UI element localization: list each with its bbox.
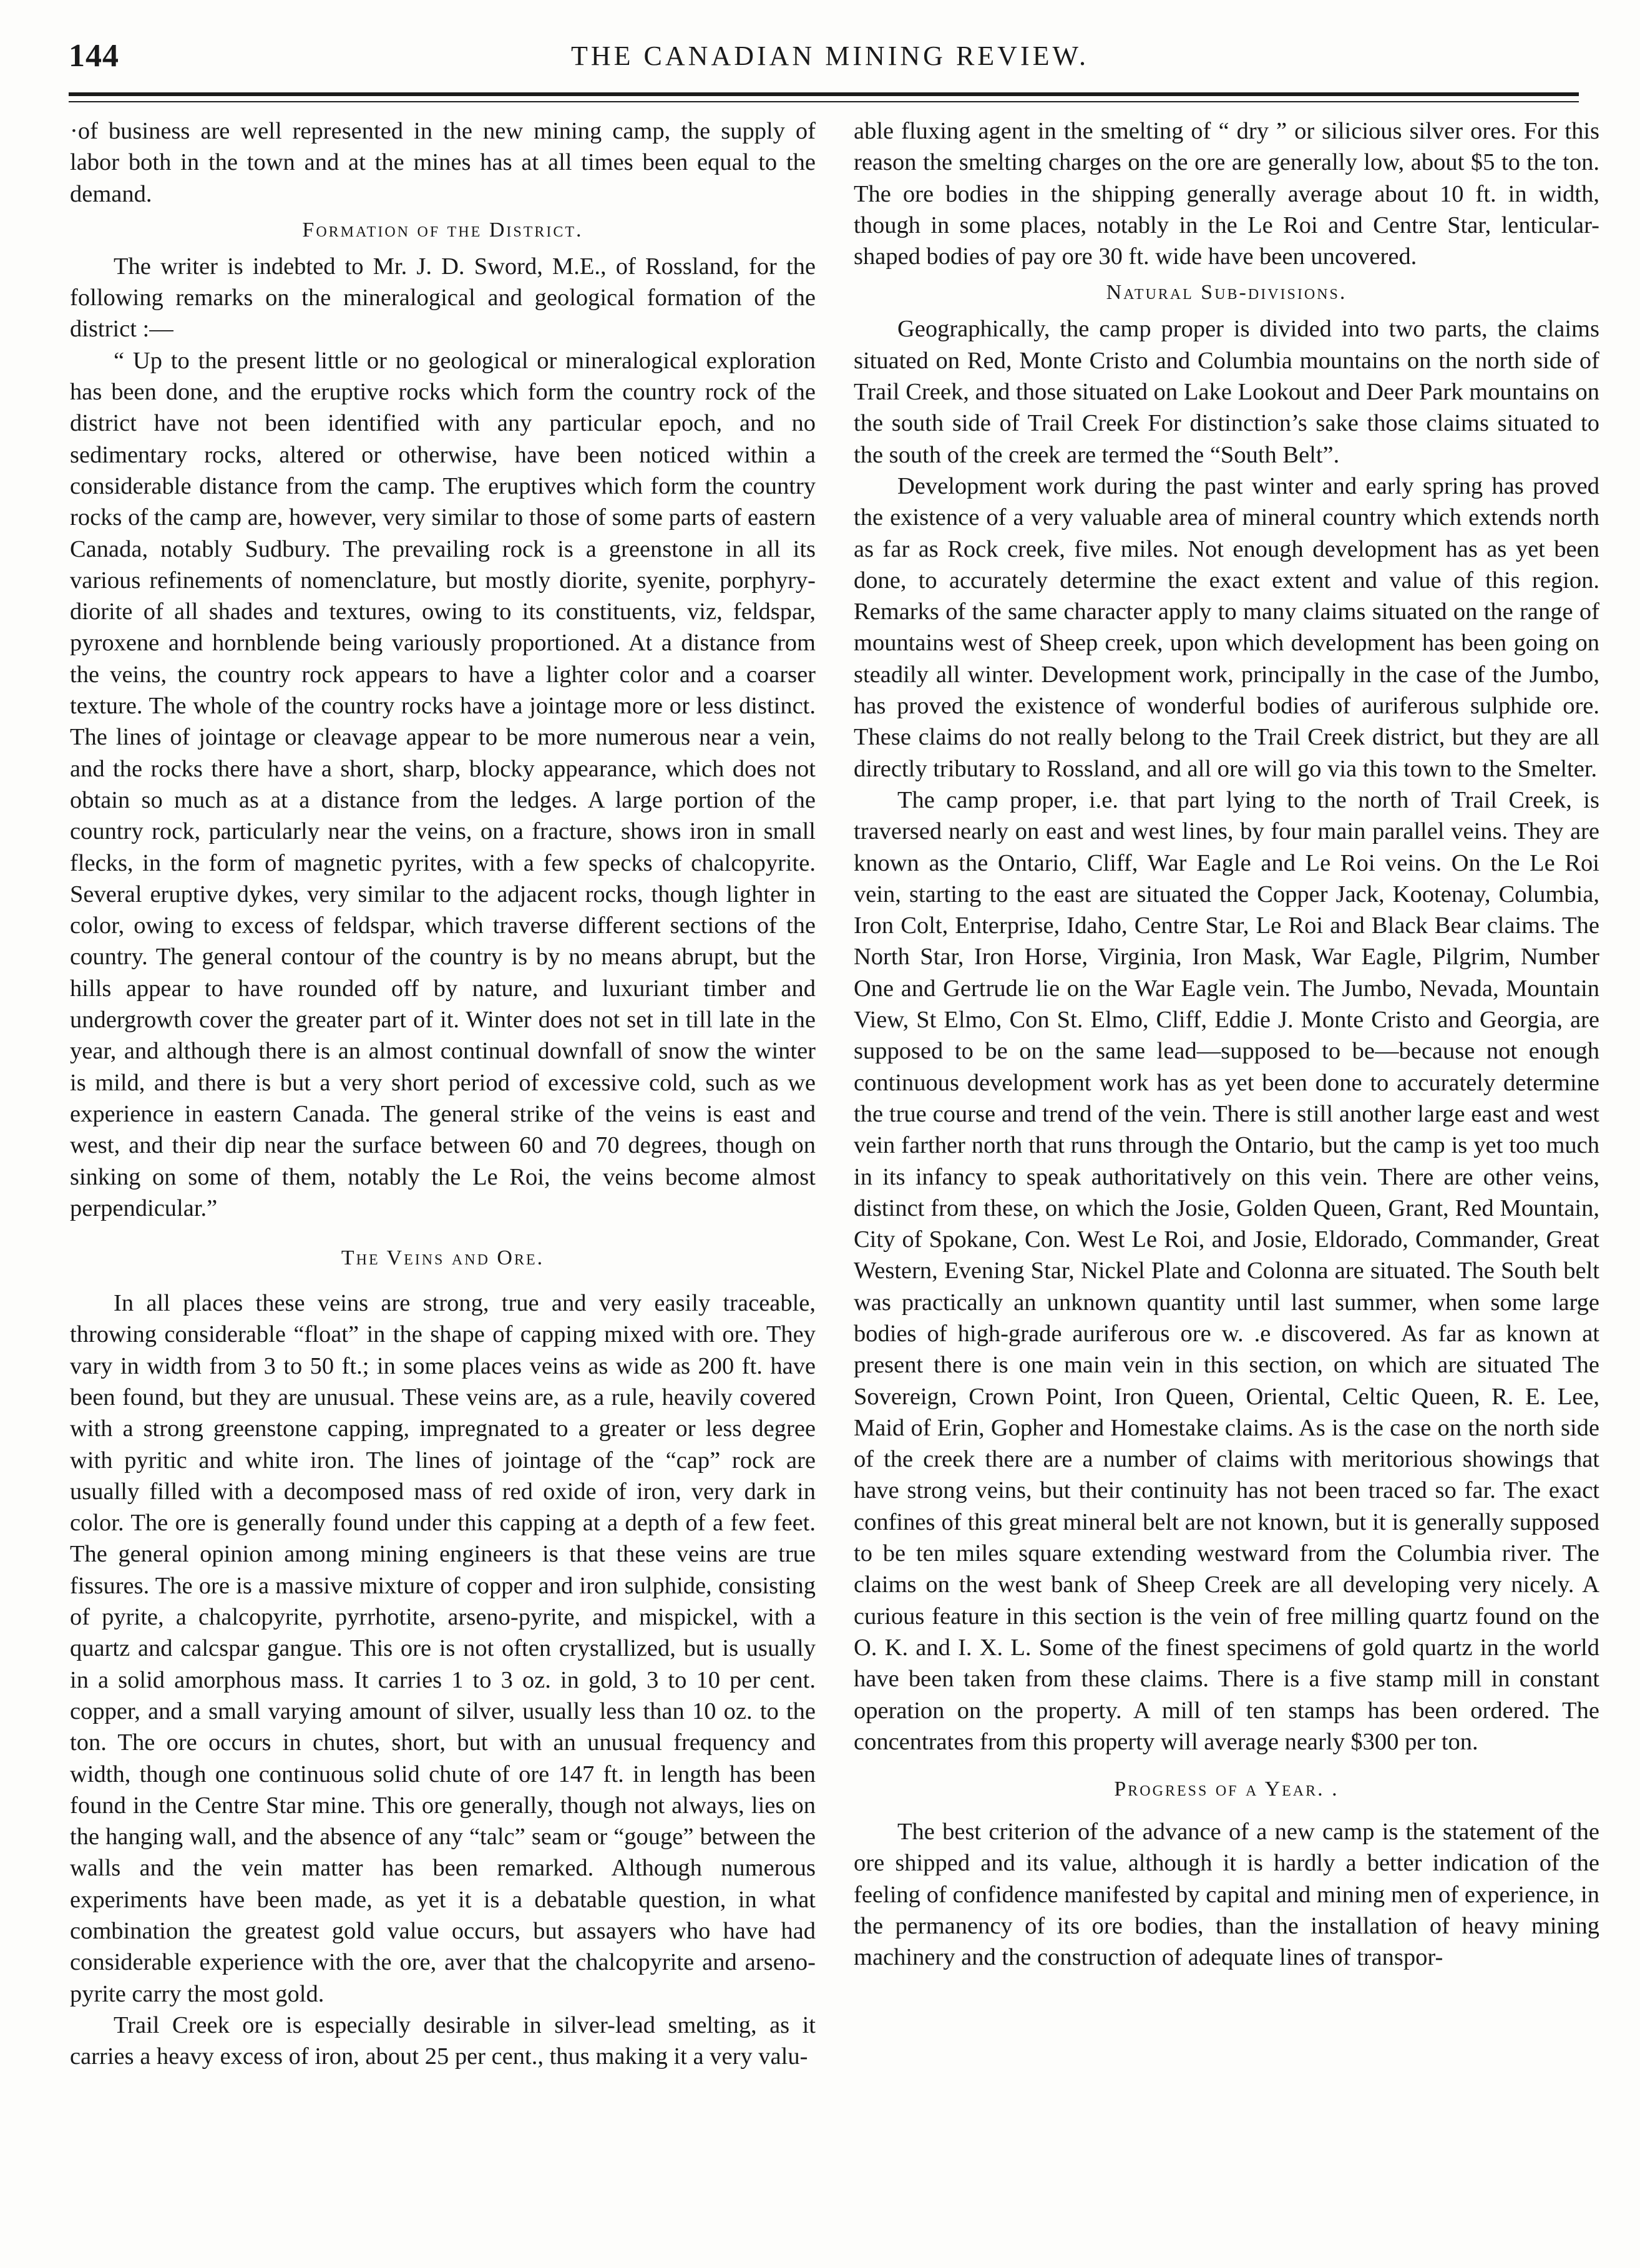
- paragraph-geographically: Geographically, the camp proper is divided into two parts, the claims situated on Red, Monte Cristo and Columbia mountains on the north side of Trail Creek, and those situated on Lake Lookout and Deer Park mountains on the south side of Trail Creek For distinction’s sake those claims situated to the south of the creek are termed the “South Belt”.: [854, 316, 1599, 468]
- paragraph-development-work: Development work during the past winter and early spring has proved the existence of a very valuable area of mineral country which extends north as far as Rock creek, five miles. Not enough development has as yet been done, to accurately determine the exact extent and value of this region. Remarks of the same character apply to many claims situated on the range of mountains west of Sheep creek, upon which development has been going on steadily all winter. Development work, principally in the case of the Jumbo, has proved the existence of wonderful bodies of auriferous sulphide ore. These claims do not really belong to the Trail Creek district, but they are all directly tributary to Rossland, and all ore will go via this town to the Smelter.: [854, 472, 1599, 782]
- paragraph-best-criterion: The best criterion of the advance of a new camp is the statement of the ore shipped and its value, although it is hardly a better indication of the feeling of confidence manifested by capital and mining men of experience, in the permanency of its ore bodies, than the installation of heavy mining machinery and the construction of adequate lines of transpor-: [854, 1819, 1599, 1971]
- right-column: [854, 115, 1599, 1973]
- heading-formation-of-district: Formation of the District.: [302, 218, 583, 242]
- paragraph-veins: In all places these veins are strong, true and very easily traceable, throwing considerable “float” in the shape of capping mixed with ore. They vary in width from 3 to 50 ft.; in some places veins as wide as 200 ft. have been found, but they are unusual. These veins are, as a rule, heavily covered with a strong greenstone capping, impregnated to a greater or less degree with pyritic and white iron. The lines of jointage of the “cap” rock are usually filled with a decomposed mass of red oxide of iron, very dark in color. The ore is generally found under this capping at a depth of a few feet. The general opinion among mining engineers is that these veins are true fissures. The ore is a massive mixture of copper and iron sulphide, consisting of pyrite, a chalcopyrite, pyrrhotite, arseno-pyrite, and mispickel, with a quartz and calcspar gangue. This ore is not often crystallized, but is usually in a solid amorphous mass. It carries 1 to 3 oz. in gold, 3 to 10 per cent. copper, and a small varying amount of silver, usually less than 10 oz. to the ton. The ore occurs in chutes, short, but with an unusual frequency and width, though one continuous solid chute of ore 147 ft. in length has been found in the Centre Star mine. This ore generally, though not always, lies on the hanging wall, and the absence of any “talc” seam or “gouge” between the walls and the vein matter has been remarked. Although numerous experiments have been made, as yet it is a debatable question, in what combination the greatest gold value occurs, but assayers who have had considerable experience with the ore, aver that the chalcopyrite and arseno-pyrite carry the most gold.: [70, 1290, 816, 2007]
- heading-progress-of-a-year: Progress of a Year. .: [1114, 1777, 1339, 1801]
- paragraph-camp-proper: The camp proper, i.e. that part lying to the north of Trail Creek, is traversed nearly on east and west lines, by four main parallel veins. They are known as the Ontario, Cliff, War Eagle and Le Roi veins. On the Le Roi vein, starting to the east are situated the Copper Jack, Kootenay, Columbia, Iron Colt, Enterprise, Idaho, Centre Star, Le Roi and Black Bear claims. The North Star, Iron Horse, Virginia, Iron Mask, War Eagle, Pilgrim, Number One and Gertrude lie on the War Eagle vein. The Jumbo, Nevada, Mountain View, St Elmo, Con St. Elmo, Cliff, Eddie J. Monte Cristo and Georgia, are supposed to be on the same lead—supposed to be—because not enough continuous development work has as yet been done to accurately determine the true course and trend of the vein. There is still another large east and west vein farther north that runs through the Ontario, but the camp is yet too much in its infancy to speak authoritatively on this vein. There are other veins, distinct from these, on which the Josie, Golden Queen, Grant, Red Mountain, City of Spokane, Con. West Le Roi, and Josie, Eldorado, Commander, Great Western, Evening Star, Nickel Plate and Colonna are situated. The South belt was practically an unknown quantity until last summer, when some large bodies of high-grade auriferous ore w. .e discovered. As far as known at present there is one main vein in this section, on which are situated The Sovereign, Crown Point, Iron Queen, Oriental, Celtic Queen, R. E. Lee, Maid of Erin, Gopher and Homestake claims. As is the case on the north side of the creek there are a number of claims with meritorious showings that have strong veins, but their continuity has not been traced so far. The exact confines of this great mineral belt are not known, but it is generally supposed to be ten miles square extending westward from the Columbia river. The claims on the west bank of Sheep Creek are all developing very nicely. A curious feature in this section is the vein of free milling quartz found on the O. K. and I. X. L. Some of the finest specimens of gold quartz in the world have been taken from these claims. There is a five stamp mill in constant operation on the property. A mill of ten stamps has been ordered. The concentrates from this property will average nearly $300 per ton.: [854, 786, 1599, 1755]
- paragraph-writer-indebted: The writer is indebted to Mr. J. D. Sword, M.E., of Rossland, for the following remarks on the mineralogical and geological formation of the district :—: [70, 253, 816, 343]
- journal-title: THE CANADIAN MINING REVIEW.: [571, 41, 1089, 71]
- left-column: [70, 115, 816, 2073]
- paragraph-intro: ·of business are well represented in the new mining camp, the supply of labor both in the town and at the mines has at all times been equal to the demand.: [70, 118, 816, 207]
- paragraph-fluxing-agent: able fluxing agent in the smelting of “ dry ” or silicious silver ores. For this reason the smelting charges on the ore are generally low, about $5 to the ton. The ore bodies in the shipping generally average about 10 ft. in width, though in some places, notably in the Le Roi and Centre Star, lenticular-shaped bodies of pay ore 30 ft. wide have been uncovered.: [854, 118, 1599, 270]
- heading-veins-and-ore: The Veins and Ore.: [341, 1246, 545, 1270]
- header-rule-thick: [69, 92, 1579, 96]
- page-header: [69, 37, 1591, 81]
- paragraph-trail-creek-ore: Trail Creek ore is especially desirable in silver-lead smelting, as it carries a heavy excess of iron, about 25 per cent., thus making it a very valu-: [70, 2011, 816, 2070]
- paragraph-quoted-remarks: “ Up to the present little or no geological or mineralogical exploration has been done, and the eruptive rocks which form the country rock of the district have not been identified with any particular epoch, and no sedimentary rocks, altered or otherwise, have been noticed within a considerable distance from the camp. The eruptives which form the country rocks of the camp are, however, very similar to those of some parts of eastern Canada, notably Sudbury. The prevailing rock is a greenstone in all its various refinements of nomenclature, but mostly diorite, syenite, porphyry-diorite of all shades and textures, owing to its constituents, viz, feldspar, pyroxene and hornblende being variously proportioned. At a distance from the veins, the country rock appears to have a lighter color and a coarser texture. The whole of the country rocks have a jointage more or less distinct. The lines of jointage or cleavage appear to be more numerous near a vein, and the rocks there have a short, sharp, blocky appearance, which does not obtain so much as at a distance from the ledges. A large portion of the country rock, particularly near the veins, on a fracture, shows iron in small flecks, in the form of magnetic pyrites, with a few specks of chalcopyrite. Several eruptive dykes, very similar to the adjacent rocks, though lighter in color, owing to excess of feldspar, which traverse different sections of the country. The general contour of the country is by no means abrupt, but the hills appear to have rounded off by nature, and luxuriant timber and undergrowth cover the greater part of it. Winter does not set in till late in the year, and although there is an almost continual downfall of snow the winter is mild, and there is but a very short period of excessive cold, such as we experience in eastern Canada. The general strike of the veins is east and west, and their dip near the surface between 60 and 70 degrees, though on sinking on some of them, notably the Le Roi, the veins become almost perpendicular.”: [70, 347, 816, 1221]
- header-rule-thin: [69, 101, 1579, 102]
- page-number: 144: [69, 38, 119, 74]
- heading-natural-subdivisions: Natural Sub-divisions.: [1106, 281, 1347, 305]
